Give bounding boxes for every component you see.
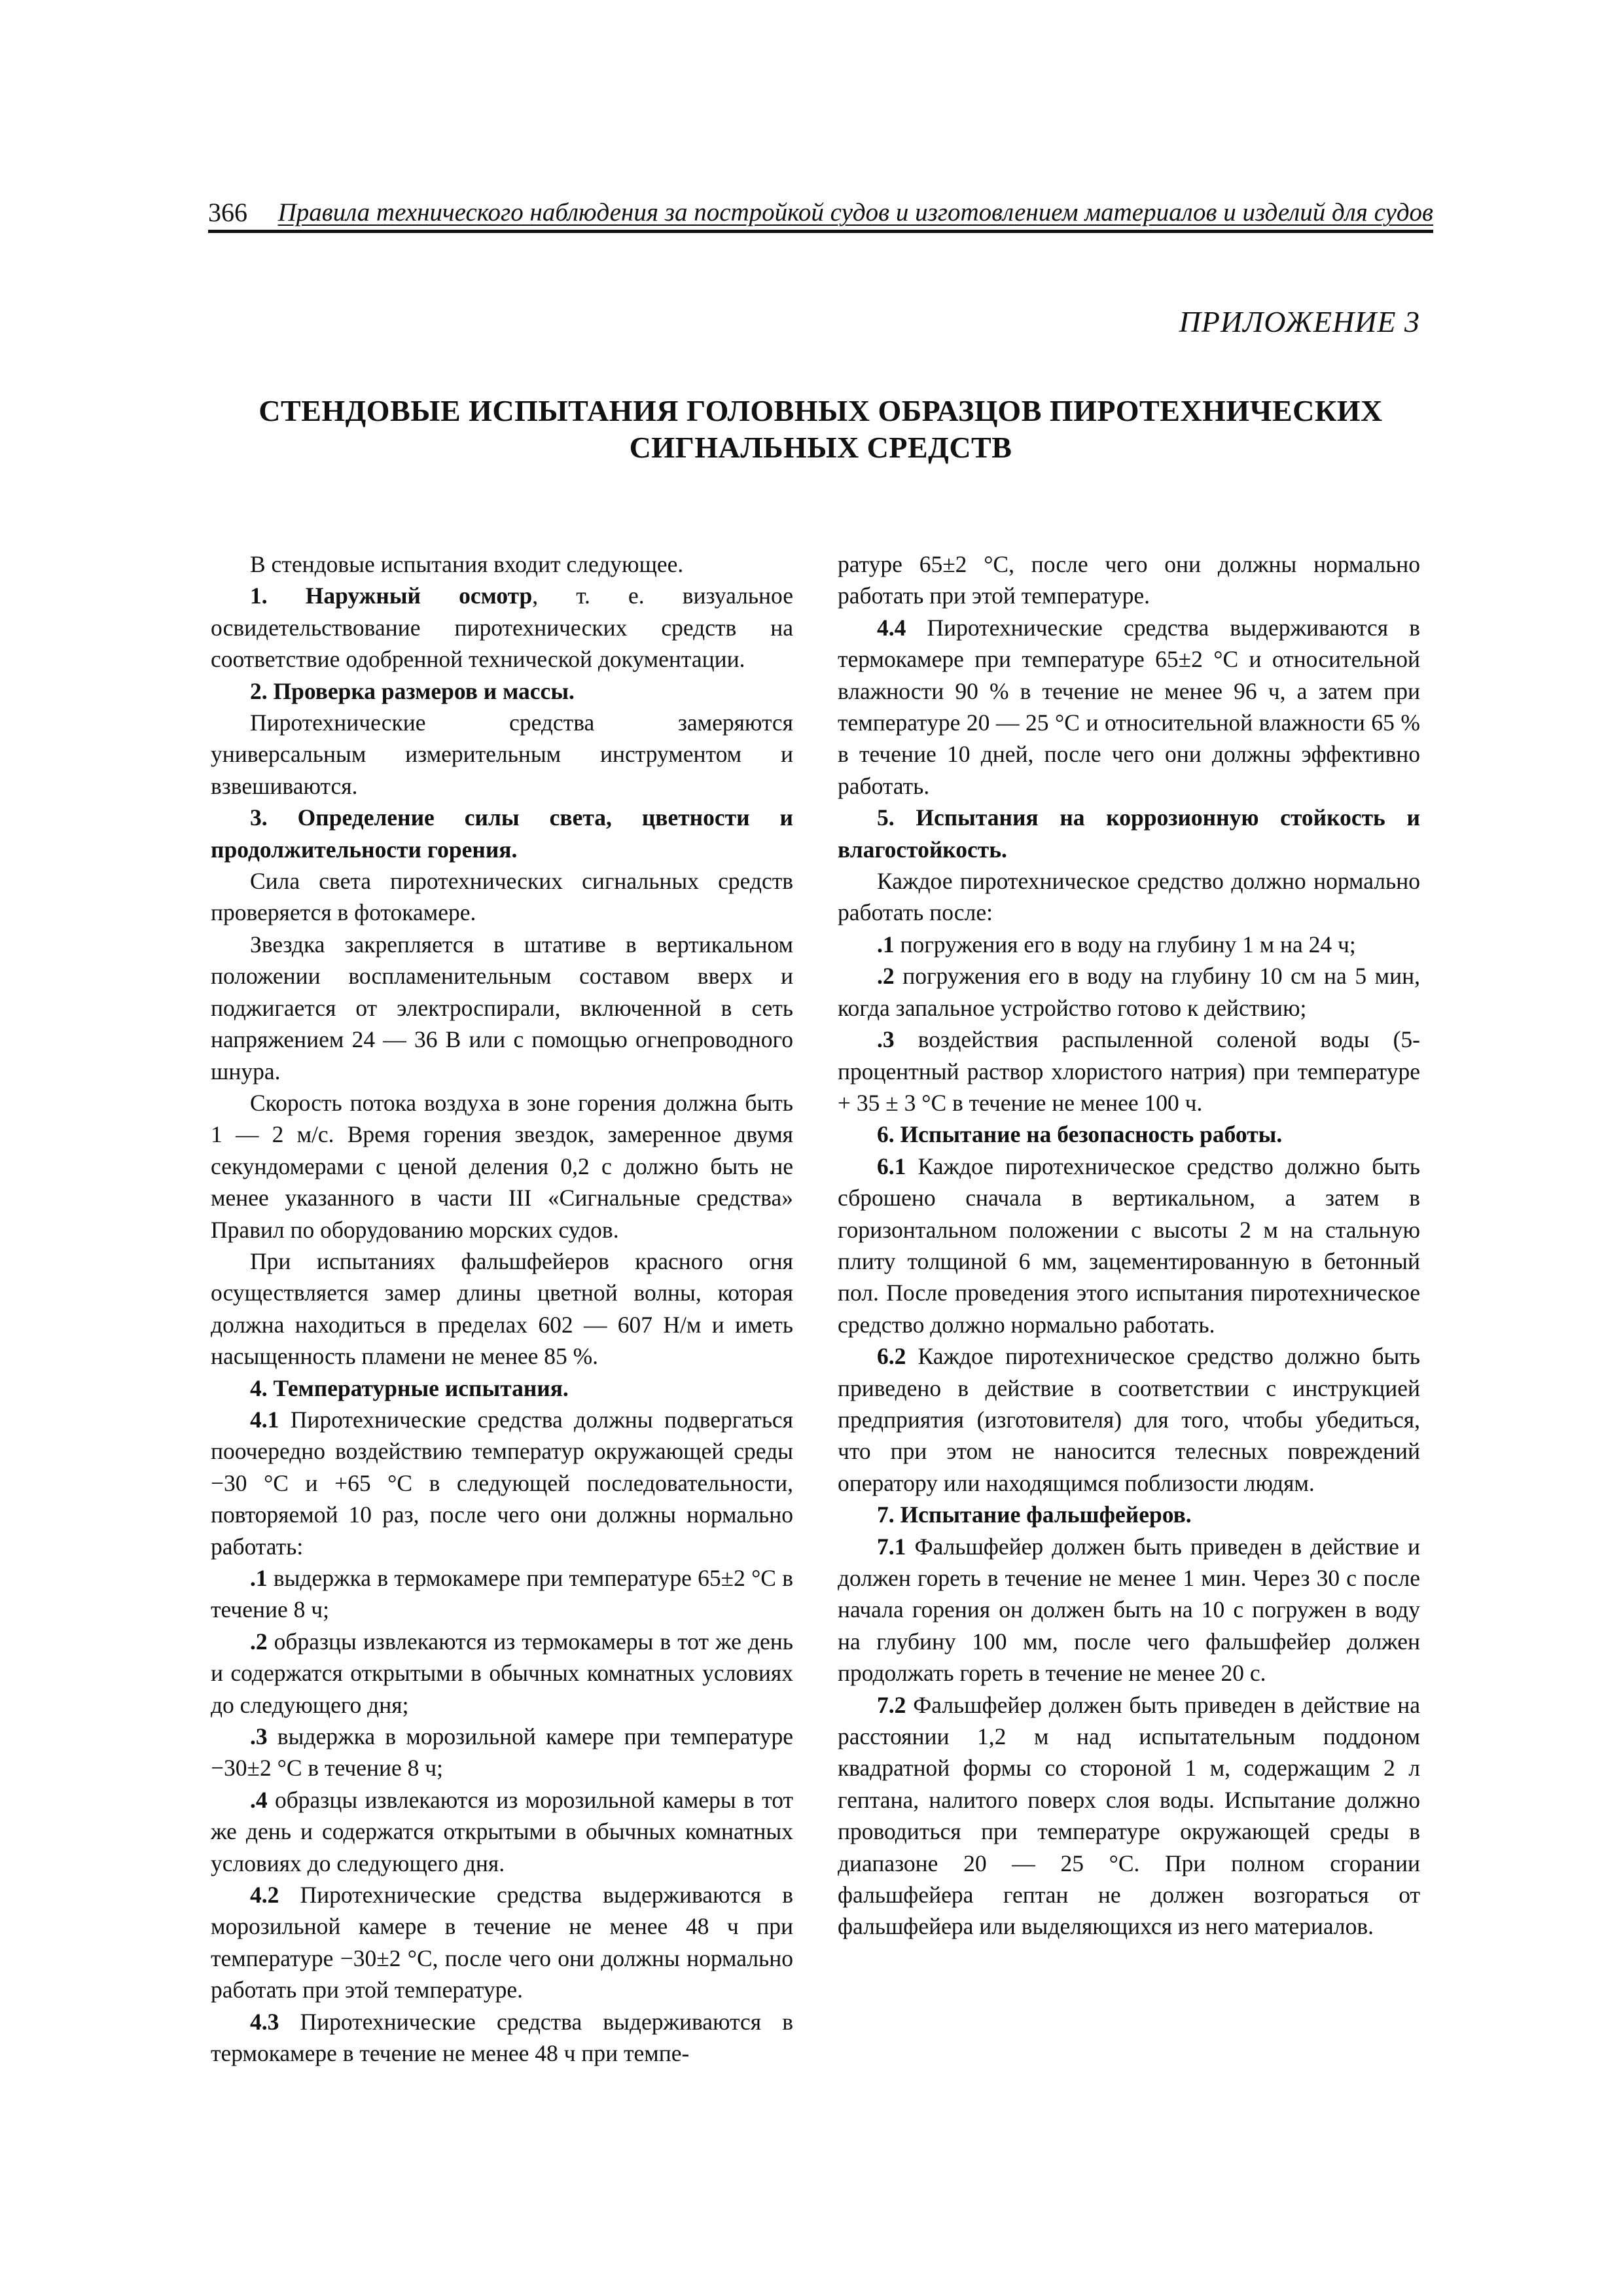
title-line-2: СИГНАЛЬНЫХ СРЕДСТВ [629, 431, 1012, 464]
paragraph-text: Фальшфейер должен быть приведен в действие и должен гореть в течение не менее 1 мин. Через 30 с после начала горения он должен быть на 10 с погружен в воду на глубину 100 мм, после чего фальшфейер должен продолжать гореть в течение не менее 20 с. [838, 1533, 1420, 1687]
list-item [838, 1024, 1420, 1119]
paragraph [838, 865, 1420, 929]
paragraph-text: выдержка в морозильной камере при температуре −30±2 °С в течение 8 ч; [211, 1723, 793, 1782]
paragraph [211, 2006, 793, 2070]
list-item [211, 1721, 793, 1784]
paragraph-text: Каждое пиротехническое средство должно нормально работать после: [838, 868, 1420, 926]
section-heading [838, 1119, 1420, 1150]
paragraph-lead: 4. Температурные испытания. [250, 1374, 569, 1401]
paragraph-text: В стендовые испытания входит следующее. [250, 551, 684, 577]
paragraph [838, 1151, 1420, 1340]
paragraph-text: Пиротехнические средства выдерживаются в термокамере при температуре 65±2 °С и относительной влажности 90 % в течение не менее 96 ч, а затем при температуре 20 — 25 °С и относительной влажности 65 % в течение 10 дней, после чего они должны эффективно работать. [838, 614, 1420, 799]
paragraph [838, 1531, 1420, 1689]
paragraph [211, 1879, 793, 2006]
running-header [208, 196, 1433, 233]
list-item [838, 929, 1420, 960]
list-item [211, 1562, 793, 1626]
paragraph-text: , т. е. визуальное освидетельствование пиротехнических средств на соответствие одобренной технической документации. [211, 583, 793, 673]
paragraph-lead: .2 [877, 963, 895, 990]
list-item [211, 1784, 793, 1879]
section-heading [211, 1372, 793, 1404]
paragraph-text: образцы извлекаются из морозильной камеры в тот же день и содержатся открытыми в обычных комнатных условиях до следующего дня. [211, 1786, 793, 1876]
paragraph [838, 1689, 1420, 1943]
paragraph-text: Пиротехнические средства должны подвергаться поочередно воздействию температур окружающей среды −30 °С и +65 °С в следующей последовательности, повторяемой 10 раз, после чего они должны нормально работать: [211, 1406, 793, 1560]
paragraph-lead: 4.4 [877, 614, 906, 641]
page-number: 366 [208, 198, 247, 227]
paragraph-text: При испытаниях фальшфейеров красного огня осуществляется замер длины цветной волны, которая должна находиться в пределах 602 — 607 Н/м и иметь насыщенность пламени не менее 85 %. [211, 1247, 793, 1370]
paragraph-text: выдержка в термокамере при температуре 65±2 °С в течение 8 ч; [211, 1565, 793, 1623]
paragraph-lead: 4.3 [250, 2008, 279, 2035]
paragraph [838, 548, 1420, 612]
paragraph-lead: 7.2 [877, 1691, 906, 1718]
paragraph-text: Каждое пиротехническое средство должно быть сброшено сначала в вертикальном, а затем в горизонтальном положении с высоты 2 м на стальную плиту толщиной 6 мм, зацементированную в бетонный пол. После проведения этого испытания пиротехническое средство должно нормально работать. [838, 1153, 1420, 1338]
section-heading [838, 802, 1420, 865]
document-title [208, 393, 1433, 466]
right-column [838, 548, 1420, 1943]
paragraph-lead: 4.2 [250, 1882, 279, 1909]
paragraph-text: Скорость потока воздуха в зоне горения должна быть 1 — 2 м/с. Время горения звездок, замеренное двумя секундомерами с ценой деления 0,2 с должно быть не менее указанного в части III «Сигнальные средства» Правил по оборудованию морских судов. [211, 1089, 793, 1243]
paragraph-lead: 5. Испытания на коррозионную стойкость и влагостойкость. [838, 804, 1420, 863]
paragraph [838, 1340, 1420, 1499]
paragraph-text: Сила света пиротехнических сигнальных средств проверяется в фотокамере. [211, 868, 793, 926]
paragraph-text: Каждое пиротехническое средство должно быть приведено в действие в соответствии с инструкцией предприятия (изготовителя) для того, чтобы убедиться, что при этом не наносится телесных повреждений оператору или находящимся поблизости людям. [838, 1343, 1420, 1496]
paragraph [838, 612, 1420, 802]
title-line-1: СТЕНДОВЫЕ ИСПЫТАНИЯ ГОЛОВНЫХ ОБРАЗЦОВ ПИРОТЕХНИЧЕСКИХ [259, 394, 1383, 427]
left-column [211, 548, 793, 2070]
running-title: Правила технического наблюдения за постройкой судов и изготовлением материалов и изделий для судов [277, 198, 1433, 226]
paragraph-lead: .3 [250, 1723, 268, 1750]
paragraph-text: погружения его в воду на глубину 1 м на 24 ч; [894, 931, 1356, 958]
paragraph-lead: .4 [250, 1786, 268, 1813]
paragraph-text: погружения его в воду на глубину 10 см на 5 мин, когда запальное устройство готово к действию; [838, 963, 1420, 1021]
paragraph-text: Пиротехнические средства замеряются универсальным измерительным инструментом и взвешиваются. [211, 709, 793, 799]
paragraph-lead: .1 [250, 1565, 268, 1591]
appendix-label: ПРИЛОЖЕНИЕ 3 [1179, 305, 1420, 338]
paragraph-lead: .1 [877, 931, 895, 958]
section-heading [211, 802, 793, 865]
paragraph [211, 1404, 793, 1562]
paragraph-text: Пиротехнические средства выдерживаются в морозильной камере в течение не менее 48 ч при температуре −30±2 °С, после чего они должны нормально работать при этой температуре. [211, 1882, 793, 2003]
paragraph-lead: 7.1 [877, 1533, 906, 1560]
paragraph-text: образцы извлекаются из термокамеры в тот же день и содержатся открытыми в обычных комнатных условиях до следующего дня; [211, 1628, 793, 1718]
section-heading [211, 675, 793, 707]
paragraph-lead: 6. Испытание на безопасность работы. [877, 1121, 1283, 1148]
paragraph-lead: .3 [877, 1026, 895, 1053]
paragraph-text: ратуре 65±2 °С, после чего они должны нормально работать при этой температуре. [838, 551, 1420, 609]
paragraph [211, 707, 793, 802]
paragraph-lead: 3. Определение силы света, цветности и продолжительности горения. [211, 804, 793, 863]
paragraph-text: Пиротехнические средства выдерживаются в термокамере в течение не менее 48 ч при темпе- [211, 2008, 793, 2067]
paragraph-lead: 7. Испытание фальшфейеров. [877, 1501, 1192, 1528]
paragraph-lead: 6.1 [877, 1153, 906, 1179]
paragraph-lead: 4.1 [250, 1406, 279, 1433]
paragraph [211, 1246, 793, 1372]
paragraph [211, 929, 793, 1087]
list-item [838, 960, 1420, 1024]
paragraph-text: воздействия распыленной соленой воды (5-процентный раствор хлористого натрия) при температуре + 35 ± 3 °С в течение не менее 100 ч. [838, 1026, 1420, 1116]
paragraph-lead: 6.2 [877, 1343, 906, 1370]
paragraph-text: Звездка закрепляется в штативе в вертикальном положении воспламенительным составом вверх и поджигается от электроспирали, включенной в сеть напряжением 24 — 36 В или с помощью огнепроводного шнура. [211, 931, 793, 1085]
paragraph [211, 1087, 793, 1246]
paragraph [211, 865, 793, 929]
paragraph-lead: 1. Наружный осмотр [250, 583, 533, 609]
list-item [211, 1626, 793, 1721]
paragraph [211, 580, 793, 675]
paragraph-lead: .2 [250, 1628, 268, 1655]
paragraph [211, 548, 793, 580]
paragraph-text: Фальшфейер должен быть приведен в действие на расстоянии 1,2 м над испытательным поддоном квадратной формы со стороной 1 м, содержащим 2 л гептана, налитого поверх слоя воды. Испытание должно проводиться при температуре окружающей среды в диапазоне 20 — 25 °С. При полном сгорании фальшфейера гептан не должен возгораться от фальшфейера или выделяющихся из него материалов. [838, 1691, 1420, 1940]
section-heading [838, 1499, 1420, 1530]
paragraph-lead: 2. Проверка размеров и массы. [250, 677, 575, 704]
